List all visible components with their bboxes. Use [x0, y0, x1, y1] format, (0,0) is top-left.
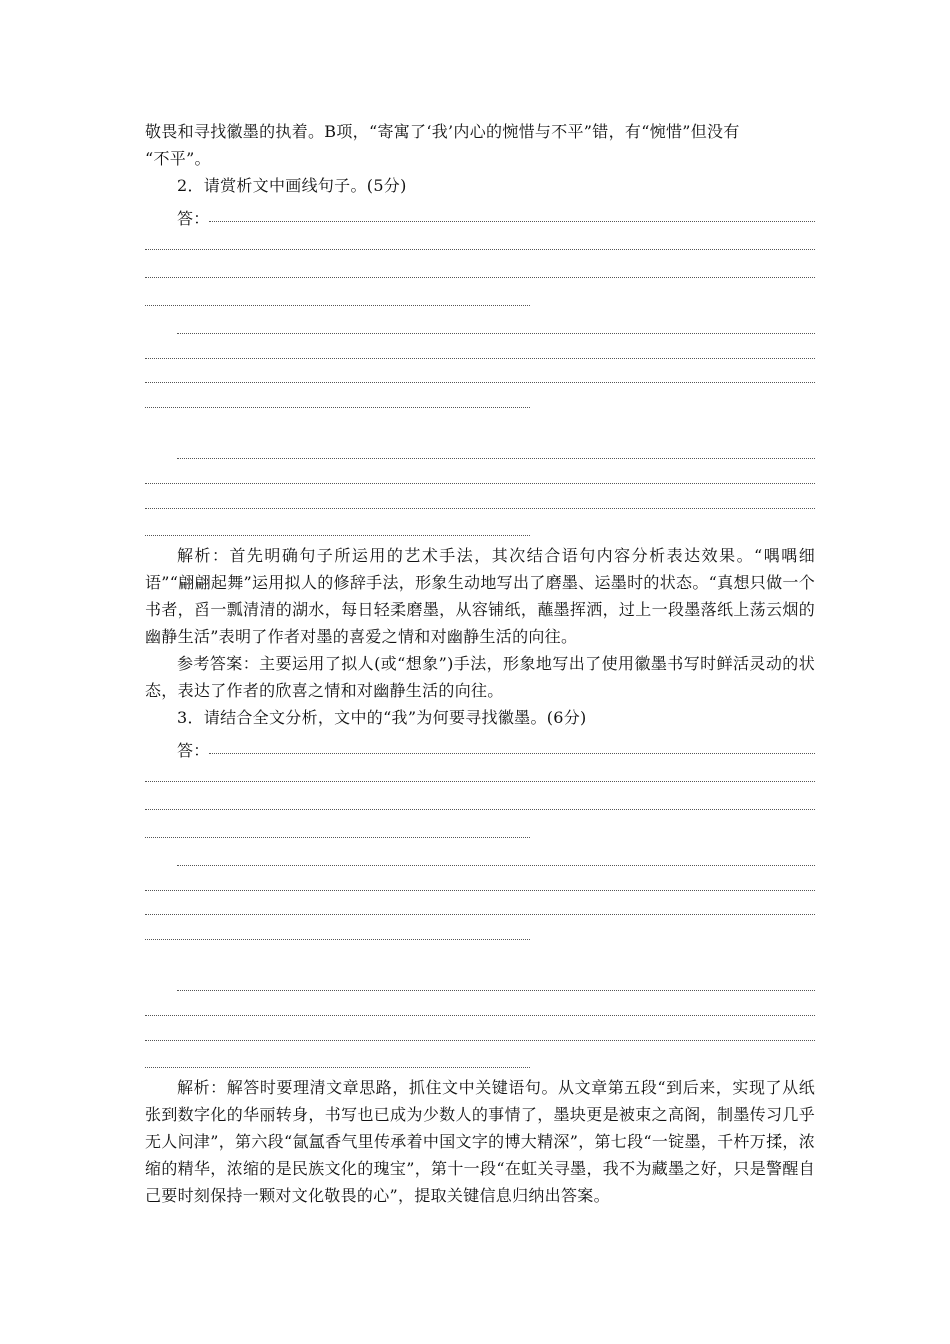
q1-analysis-tail-line2: “不平”。: [145, 149, 211, 168]
answer-line: [145, 358, 815, 359]
q3-question: 3．请结合全文分析，文中的“我”为何要寻找徽墨。(6分): [177, 708, 587, 727]
answer-line: [177, 333, 815, 334]
answer-line: [145, 914, 815, 915]
answer-line: [145, 1040, 815, 1041]
answer-line: [145, 781, 815, 782]
q2-reference-answer: 参考答案：主要运用了拟人(或“想象”)手法，形象地写出了使用徽墨书写时鲜活灵动的状态，表达了作者的欣喜之情和对幽静生活的向往。: [145, 654, 815, 700]
answer-line: [145, 809, 815, 810]
q2-analysis: 解析：首先明确句子所运用的艺术手法，其次结合语句内容分析表达效果。“喁喁细语”“翩翩起舞”运用拟人的修辞手法，形象生动地写出了磨墨、运墨时的状态。“真想只做一个书者，舀一瓢清清的湖水，每日轻柔磨墨，从容铺纸，蘸墨挥洒，过上一段墨落纸上荡云烟的幽静生活”表明了作者对墨的喜爱之情和对幽静生活的向往。: [145, 546, 815, 646]
answer-line: [145, 305, 530, 306]
answer-line: [145, 382, 815, 383]
answer-line: [145, 508, 815, 509]
answer-line: [145, 277, 815, 278]
answer-line: [177, 458, 815, 459]
q2-answer-label: 答：: [177, 209, 210, 228]
answer-line: [145, 407, 530, 408]
answer-line: [145, 939, 530, 940]
answer-line: [145, 1015, 815, 1016]
answer-line: [209, 221, 815, 222]
answer-line: [145, 837, 530, 838]
answer-line: [145, 483, 815, 484]
q2-answer-area[interactable]: [145, 199, 815, 539]
answer-line: [177, 865, 815, 866]
answer-line: [145, 535, 530, 536]
answer-line: [145, 249, 815, 250]
q2-question: 2．请赏析文中画线句子。(5分): [177, 176, 407, 195]
answer-line: [209, 753, 815, 754]
answer-line: [145, 1067, 530, 1068]
q3-analysis: 解析：解答时要理清文章思路，抓住文中关键语句。从文章第五段“到后来，实现了从纸张到数字化的华丽转身，书写也已成为少数人的事情了，墨块更是被束之高阁，制墨传习几乎无人问津”，第六段“氤氲香气里传承着中国文字的博大精深”，第七段“一锭墨，千杵万揉，浓缩的精华，浓缩的是民族文化的瑰宝”，第十一段“在虹关寻墨，我不为藏墨之好，只是警醒自己要时刻保持一颗对文化敬畏的心”，提取关键信息归纳出答案。: [145, 1078, 815, 1205]
answer-line: [177, 990, 815, 991]
q3-answer-area[interactable]: [145, 731, 815, 1071]
q3-answer-label: 答：: [177, 741, 210, 760]
q1-analysis-tail-line1: 敬畏和寻找徽墨的执着。B项，“寄寓了‘我’内心的惋惜与不平”错，有“惋惜”但没有: [145, 122, 740, 141]
answer-line: [145, 890, 815, 891]
